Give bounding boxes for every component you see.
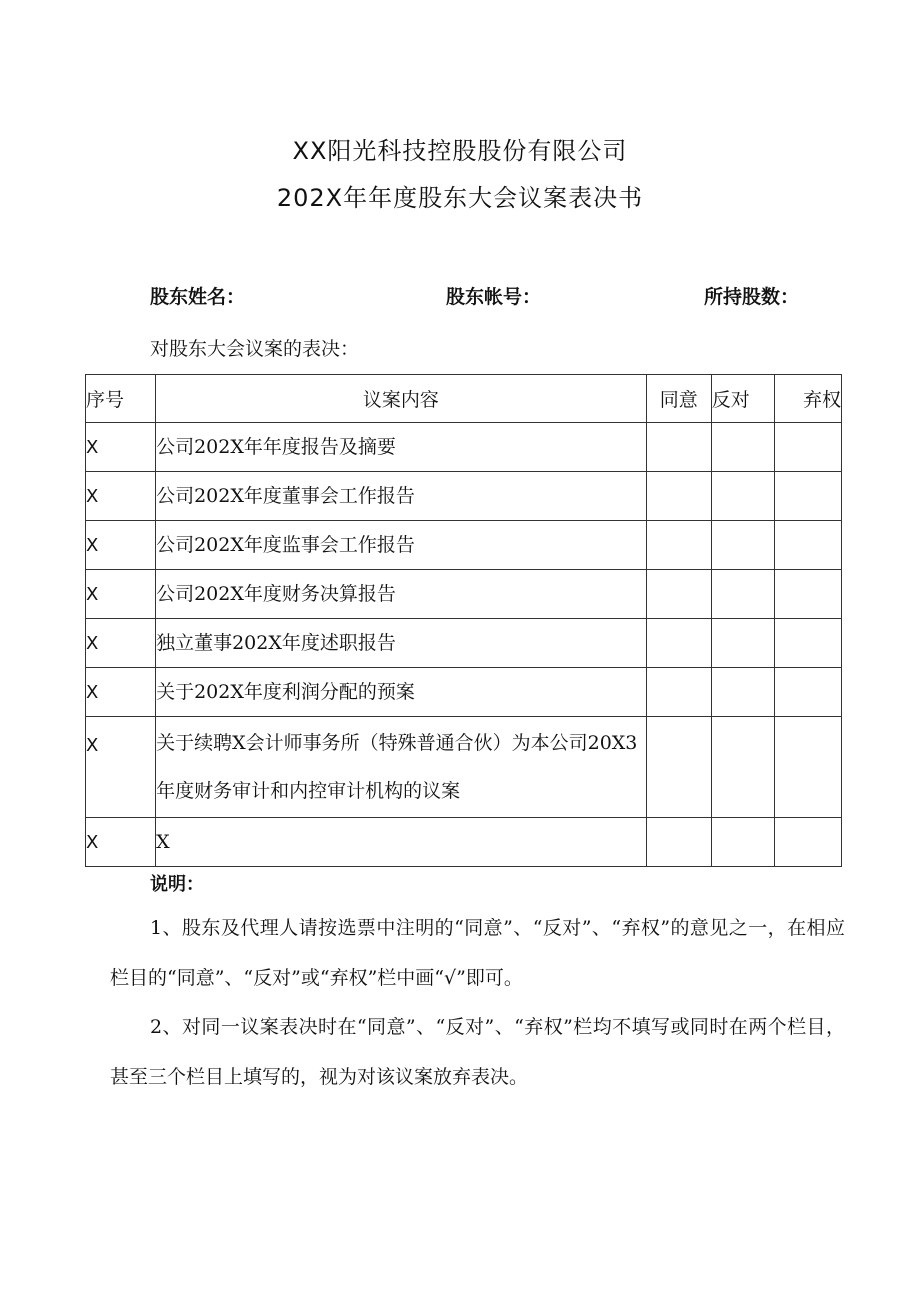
meeting-title: 202X年年度股东大会议案表决书 <box>276 184 644 212</box>
agree-cell[interactable] <box>646 472 711 521</box>
company-title: XX阳光科技控股股份有限公司 <box>292 137 628 165</box>
notes-title: 说明： <box>150 874 204 895</box>
note-item: 1、股东及代理人请按选票中注明的“同意”、“反对”、“弃权”的意见之一，在相应栏目的“同意”、“反对”或“弃权”栏中画“√”即可。 <box>110 917 845 989</box>
table-header-row <box>86 375 842 423</box>
agree-cell[interactable] <box>646 521 711 570</box>
header-agree: 同意 <box>646 375 711 423</box>
table-row <box>86 570 842 619</box>
table-row <box>86 668 842 717</box>
voting-table <box>85 374 842 867</box>
oppose-cell[interactable] <box>711 472 774 521</box>
abstain-cell[interactable] <box>774 668 841 717</box>
agree-cell[interactable] <box>646 717 711 818</box>
row-number: X <box>86 818 156 867</box>
table-row <box>86 472 842 521</box>
header-oppose: 反对 <box>711 375 774 423</box>
proposal-content: 公司202X年度财务决算报告 <box>156 570 647 619</box>
shareholder-name-label: 股东姓名： <box>150 286 246 308</box>
abstain-cell[interactable] <box>774 818 841 867</box>
proposal-content: 独立董事202X年度述职报告 <box>156 619 647 668</box>
agree-cell[interactable] <box>646 423 711 472</box>
proposal-content: 公司202X年度董事会工作报告 <box>156 472 647 521</box>
oppose-cell[interactable] <box>711 619 774 668</box>
proposal-content: 关于202X年度利润分配的预案 <box>156 668 647 717</box>
abstain-cell[interactable] <box>774 423 841 472</box>
shares-held-label: 所持股数： <box>704 286 800 308</box>
table-row <box>86 717 842 818</box>
header-abstain: 弃权 <box>774 375 841 423</box>
abstain-cell[interactable] <box>774 717 841 818</box>
oppose-cell[interactable] <box>711 423 774 472</box>
agree-cell[interactable] <box>646 818 711 867</box>
oppose-cell[interactable] <box>711 818 774 867</box>
voting-intro: 对股东大会议案的表决： <box>150 338 360 360</box>
row-number: X <box>86 472 156 521</box>
agree-cell[interactable] <box>646 570 711 619</box>
note-item: 2、对同一议案表决时在“同意”、“反对”、“弃权”栏均不填写或同时在两个栏目，甚至三个栏目上填写的，视为对该议案放弃表决。 <box>110 1016 845 1088</box>
row-number: X <box>86 521 156 570</box>
abstain-cell[interactable] <box>774 521 841 570</box>
oppose-cell[interactable] <box>711 521 774 570</box>
row-number: X <box>86 570 156 619</box>
table-row <box>86 423 842 472</box>
abstain-cell[interactable] <box>774 472 841 521</box>
header-number: 序号 <box>86 375 156 423</box>
proposal-content: 公司202X年年度报告及摘要 <box>156 423 647 472</box>
table-row <box>86 521 842 570</box>
oppose-cell[interactable] <box>711 717 774 818</box>
proposal-content: 公司202X年度监事会工作报告 <box>156 521 647 570</box>
shareholder-account-label: 股东帐号： <box>446 286 542 308</box>
row-number: X <box>86 668 156 717</box>
abstain-cell[interactable] <box>774 619 841 668</box>
agree-cell[interactable] <box>646 668 711 717</box>
abstain-cell[interactable] <box>774 570 841 619</box>
oppose-cell[interactable] <box>711 570 774 619</box>
agree-cell[interactable] <box>646 619 711 668</box>
row-number: X <box>86 717 156 818</box>
table-row <box>86 818 842 867</box>
proposal-content: 关于续聘X会计师事务所（特殊普通合伙）为本公司20X3年度财务审计和内控审计机构的议案 <box>156 717 647 818</box>
row-number: X <box>86 619 156 668</box>
row-number: X <box>86 423 156 472</box>
oppose-cell[interactable] <box>711 668 774 717</box>
table-row <box>86 619 842 668</box>
proposal-content: X <box>156 818 647 867</box>
header-proposal-content: 议案内容 <box>156 375 647 423</box>
